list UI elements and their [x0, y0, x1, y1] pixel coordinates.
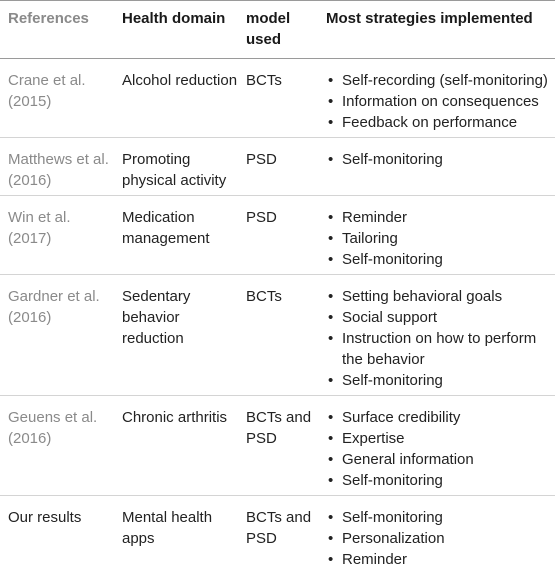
strategy-item: • Self-monitoring: [326, 149, 555, 170]
health-domain-cell: Medication management: [114, 196, 238, 275]
strategies-cell: [318, 59, 555, 138]
table-row: [0, 59, 555, 138]
strategy-item: • Self-recording (self-monitoring): [326, 70, 555, 91]
strategy-item: • Reminder: [326, 207, 555, 228]
model-cell: BCTs: [238, 59, 318, 138]
strategy-item: • Social support: [326, 307, 555, 328]
strategy-item: • Expertise: [326, 428, 555, 449]
table-row: [0, 275, 555, 396]
strategy-item: • Tailoring: [326, 228, 555, 249]
strategies-cell: [318, 196, 555, 275]
table-row: [0, 138, 555, 196]
model-cell: BCTs and PSD: [238, 496, 318, 574]
health-domain-cell: Promoting physical activity: [114, 138, 238, 196]
header-row: [0, 1, 555, 59]
strategy-item: • Surface credibility: [326, 407, 555, 428]
strategy-item: • Feedback on performance: [326, 112, 555, 133]
table-row: [0, 396, 555, 496]
strategy-list: [326, 149, 555, 170]
strategy-item: • Information on consequences: [326, 91, 555, 112]
model-cell: PSD: [238, 138, 318, 196]
strategy-list: [326, 507, 555, 570]
strategy-list: [326, 207, 555, 270]
health-domain-cell: Sedentary behavior reduction: [114, 275, 238, 396]
strategy-list: [326, 286, 555, 391]
strategies-cell: [318, 138, 555, 196]
strategy-item: • Personalization: [326, 528, 555, 549]
strategy-item: • General information: [326, 449, 555, 470]
reference-cell: Gardner et al. (2016): [0, 275, 114, 396]
strategy-list: [326, 407, 555, 491]
reference-cell: Our results: [0, 496, 114, 574]
model-cell: PSD: [238, 196, 318, 275]
table-header: [0, 1, 555, 59]
health-domain-cell: Chronic arthritis: [114, 396, 238, 496]
reference-cell: Crane et al. (2015): [0, 59, 114, 138]
strategy-item: • Instruction on how to perform the behavior: [326, 328, 555, 370]
model-cell: BCTs and PSD: [238, 396, 318, 496]
header-references: References: [0, 1, 114, 59]
strategy-item: • Self-monitoring: [326, 507, 555, 528]
header-strategies: Most strategies implemented: [318, 1, 555, 59]
strategies-cell: [318, 496, 555, 574]
health-domain-cell: Mental health apps: [114, 496, 238, 574]
model-cell: BCTs: [238, 275, 318, 396]
strategy-item: • Self-monitoring: [326, 249, 555, 270]
strategy-list: [326, 70, 555, 133]
reference-cell: Matthews et al. (2016): [0, 138, 114, 196]
strategy-item: • Reminder: [326, 549, 555, 570]
header-model-used: model used: [238, 1, 318, 59]
health-domain-cell: Alcohol reduction: [114, 59, 238, 138]
strategies-cell: [318, 396, 555, 496]
table-row: [0, 496, 555, 574]
table-body: [0, 59, 555, 574]
reference-cell: Geuens et al. (2016): [0, 396, 114, 496]
reference-cell: Win et al. (2017): [0, 196, 114, 275]
strategy-item: • Setting behavioral goals: [326, 286, 555, 307]
table-row: [0, 196, 555, 275]
strategy-item: • Self-monitoring: [326, 470, 555, 491]
strategies-cell: [318, 275, 555, 396]
header-health-domain: Health domain: [114, 1, 238, 59]
strategy-item: • Self-monitoring: [326, 370, 555, 391]
